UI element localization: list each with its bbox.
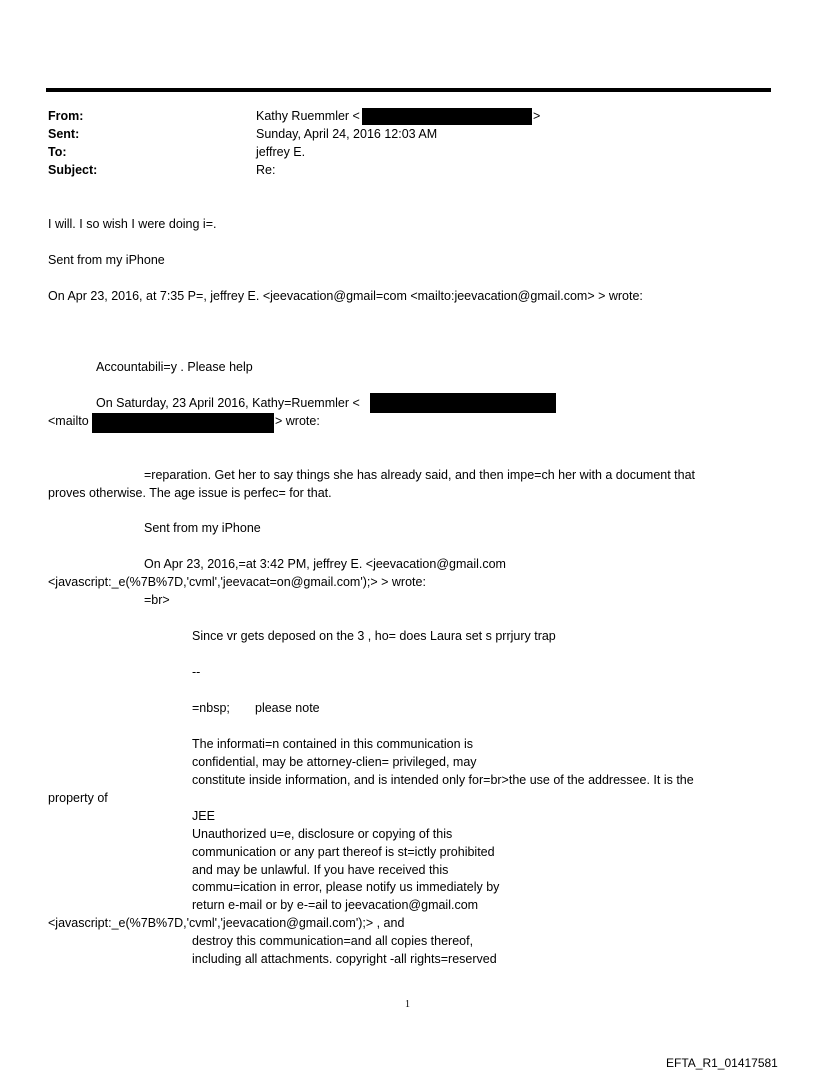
from-close: > — [533, 109, 541, 123]
redaction-box — [362, 108, 532, 125]
body-line: confidential, may be attorney-clien= privileged, may — [192, 755, 477, 769]
body-line: including all attachments. copyright -all rights=reserved — [192, 952, 497, 966]
body-line: Sent from my iPhone — [48, 253, 165, 267]
redaction-box — [92, 413, 274, 433]
page-number: 1 — [405, 999, 410, 1010]
body-line: The informati=n contained in this communication is — [192, 737, 474, 751]
body-line: constitute inside information, and is intended only for=br>the use of the addressee. It is the — [192, 773, 694, 787]
body-line: communication or any part thereof is st=ictly prohibited — [192, 845, 495, 859]
body-line: <mailto — [48, 414, 89, 428]
header-rule — [46, 88, 771, 92]
body-line: and may be unlawful. If you have received this — [192, 863, 449, 877]
body-line: I will. I so wish I were doing i=. — [48, 217, 217, 231]
body-line: =nbsp; — [192, 701, 230, 715]
from-value: Kathy Ruemmler < — [256, 109, 360, 123]
body-line: Sent from my iPhone — [144, 521, 261, 535]
body-line: JEE — [192, 809, 215, 823]
to-label: To: — [48, 145, 67, 159]
subject-value: Re: — [256, 163, 276, 177]
document-id: EFTA_R1_01417581 — [666, 1056, 778, 1070]
body-line: <javascript:_e(%7B%7D,'cvml','jeevacat=on@gmail.com');> > wrote: — [48, 575, 426, 589]
body-line: =reparation. Get her to say things she has already said, and then impe=ch her with a document that — [144, 468, 696, 482]
body-line: return e-mail or by e-=ail to jeevacation@gmail.com — [192, 898, 479, 912]
body-line: -- — [192, 665, 201, 679]
subject-label: Subject: — [48, 163, 98, 177]
body-line: > wrote: — [275, 414, 320, 428]
body-line: proves otherwise. The age issue is perfec= for that. — [48, 486, 332, 500]
body-line: <javascript:_e(%7B%7D,'cvml','jeevacation@gmail.com');> , and — [48, 916, 405, 930]
body-line: On Apr 23, 2016,=at 3:42 PM, jeffrey E. <jeevacation@gmail.com — [144, 557, 506, 571]
body-line: On Apr 23, 2016, at 7:35 P=, jeffrey E. <jeevacation@gmail=com <mailto:jeevacation@gmail.com> > wrote: — [48, 289, 643, 303]
body-line: Unauthorized u=e, disclosure or copying of this — [192, 827, 453, 841]
to-value: jeffrey E. — [256, 145, 306, 159]
body-line: Since vr gets deposed on the 3 , ho= does Laura set s prrjury trap — [192, 629, 556, 643]
redaction-box — [370, 393, 556, 413]
sent-value: Sunday, April 24, 2016 12:03 AM — [256, 127, 438, 141]
from-label: From: — [48, 109, 84, 123]
body-line: please note — [255, 701, 320, 715]
body-line: commu=ication in error, please notify us immediately by — [192, 880, 500, 894]
sent-label: Sent: — [48, 127, 80, 141]
body-line: On Saturday, 23 April 2016, Kathy=Ruemmler < — [96, 396, 360, 410]
body-line: destroy this communication=and all copies thereof, — [192, 934, 474, 948]
body-line: =br> — [144, 593, 170, 607]
body-line: property of — [48, 791, 108, 805]
body-line: Accountabili=y . Please help — [96, 360, 253, 374]
